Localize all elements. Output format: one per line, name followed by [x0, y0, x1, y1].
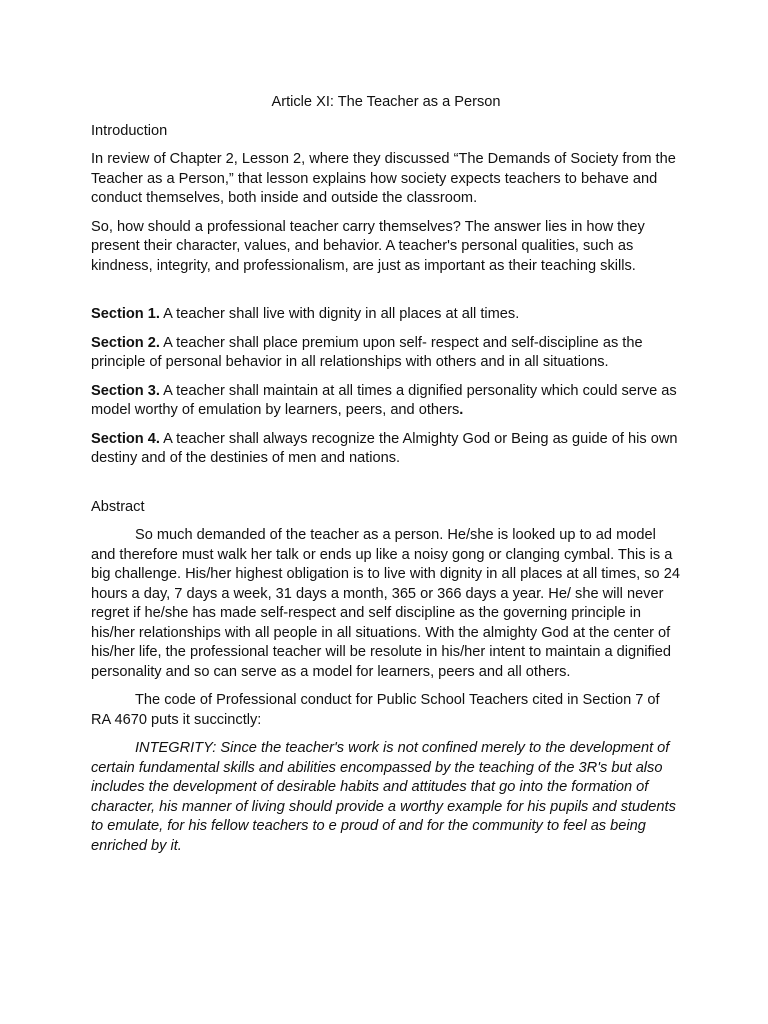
section-4-text: A teacher shall always recognize the Almighty God or Being as guide of his own destiny and of the destinies of men and nations. [91, 430, 678, 466]
section-1-text: A teacher shall live with dignity in all places at all times. [159, 306, 520, 322]
section-4 [91, 430, 681, 469]
intro-paragraph-2: So, how should a professional teacher carry themselves? The answer lies in how they present their character, values, and behavior. A teacher's personal qualities, such as kindness, integrity, and professionalism, are just as important as their teaching skills. [91, 218, 645, 274]
abstract-paragraph-2: The code of Professional conduct for Public School Teachers cited in Section 7 of RA 4670 puts it succinctly: [91, 692, 660, 728]
document-title: Article XI: The Teacher as a Person [271, 94, 501, 110]
section-2 [91, 334, 681, 373]
abstract-paragraph-1: So much demanded of the teacher as a person. He/she is looked up to ad model and therefore must walk her talk or ends up like a noisy gong or clanging cymbal. This is a big challenge. His/her highest obligation is to live with dignity in all places at all times, so 24 hours a day, 7 days a week, 31 days a month, 365 or 366 days a year. He/ she will never regret if he/she has made self-respect and self discipline as the governing principle in his/her relationships with all people in all situations. With the almighty God at the center of his/her life, the professional teacher will be resolute in his/her intent to maintain a dignified personality and so can serve as a model for learners, peers and all others. [91, 527, 680, 680]
spacer [91, 478, 681, 498]
section-3-label: Section 3. [91, 382, 160, 399]
section-2-text: A teacher shall place premium upon self- respect and self-discipline as the principle of personal behavior in all relationships with others and in all situations. [91, 334, 643, 370]
section-3-text: A teacher shall maintain at all times a dignified personality which could serve as model worthy of emulation by learners, peers, and others [91, 382, 677, 418]
integrity-quote: INTEGRITY: Since the teacher's work is not confined merely to the development of certain fundamental skills and abilities encompassed by the teaching of the 3R's but also includes the development of desirable habits and attitudes that go into the formation of character, his manner of living should provide a worthy example for his pupils and students to emulate, for his fellow teachers to e proud of and for the community to feel as being enriched by it. [91, 740, 676, 854]
section-4-label: Section 4. [91, 430, 160, 447]
section-1-label: Section 1. [91, 306, 160, 322]
document-page [91, 93, 681, 865]
intro-paragraph-1: In review of Chapter 2, Lesson 2, where they discussed “The Demands of Society from the Teacher as a Person,” that lesson explains how society expects teachers to behave and conduct themselves, both inside and outside the classroom. [91, 151, 676, 206]
section-3-period: . [459, 402, 464, 418]
section-1 [91, 305, 681, 325]
abstract-heading: Abstract [91, 498, 145, 515]
introduction-heading: Introduction [91, 122, 168, 139]
section-3 [91, 382, 681, 421]
spacer [91, 285, 681, 305]
section-2-label: Section 2. [91, 334, 160, 351]
